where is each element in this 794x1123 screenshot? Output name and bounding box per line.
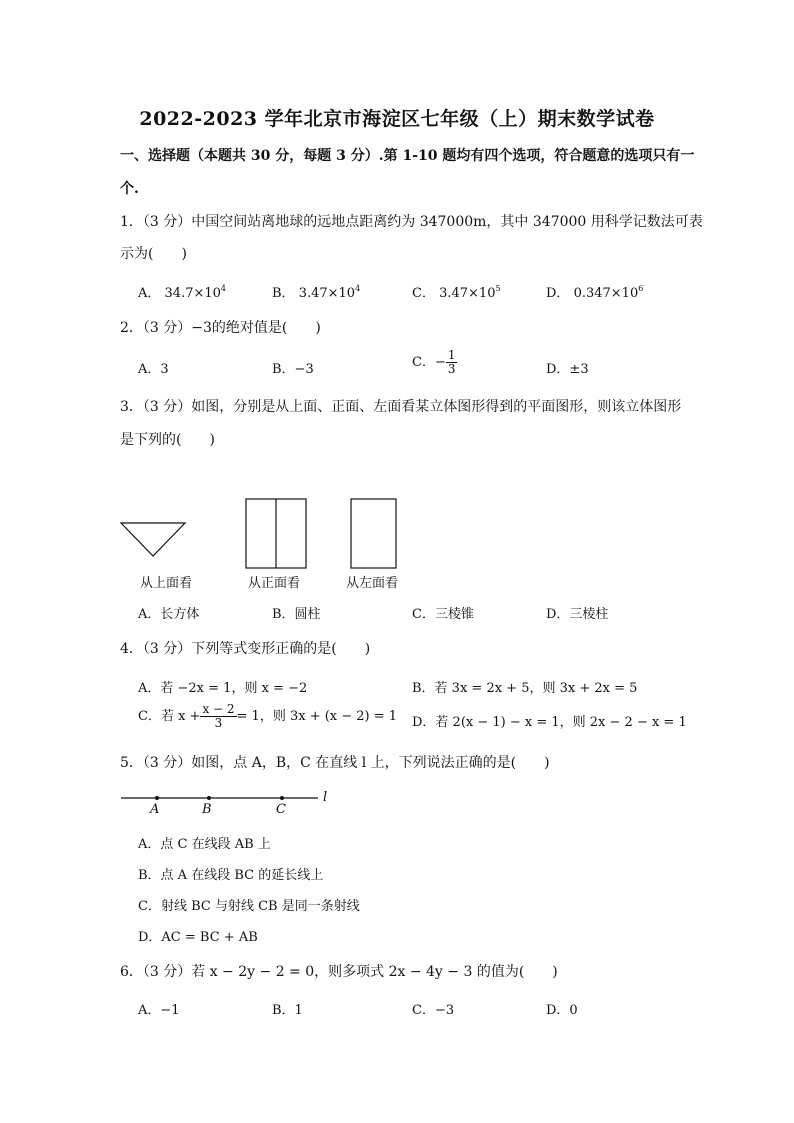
q4-stem: 4．（3 分）下列等式变形正确的是( ) [120,641,371,657]
q2-option-d: D．±3 [546,362,589,377]
q4-option-d: D．若 2(x − 1) − x = 1，则 2x − 2 − x = 1 [412,715,687,730]
q1-option-c: C． $3.47\times 10^5$ [412,284,501,301]
point-b-dot [207,796,211,800]
q2-stem: 2．（3 分）−3的绝对值是( ) [120,320,321,336]
q2-option-b: B．−3 [272,362,314,377]
q1-option-a: A． $34.7\times 10^4$ [138,284,227,301]
point-a-dot [155,796,159,800]
front-view-label: 从正面看 [248,576,301,591]
point-c-dot [280,796,284,800]
q1-stem-line2: 示为( ) [120,246,187,262]
q3-stem-line1: 3．（3 分）如图，分别是从上面、正面、左面看某立体图形得到的平面图形，则该立体图形 [120,399,682,415]
q3-option-b: B．圆柱 [272,607,321,622]
line-l-label: l [323,790,328,805]
q4-option-b: B．若 3x = 2x + 5，则 3x + 2x = 5 [412,681,638,696]
page-title: 2022-2023 学年北京市海淀区七年级（上）期末数学试卷 [139,108,655,130]
q6-option-b: B．1 [272,1003,303,1018]
q5-option-d: D．AC = BC + AB [138,930,258,945]
q5-stem: 5．（3 分）如图，点 A，B，C 在直线 l 上，下列说法正确的是( ) [120,755,550,771]
q5-option-c: C．射线 BC 与射线 CB 是同一条射线 [138,899,360,914]
q1-stem-line1: 1．（3 分）中国空间站离地球的远地点距离约为 347000m，其中 347000 用科学记数法可表 [120,214,703,230]
q6-option-c: C．−3 [412,1003,455,1018]
q1-option-b: B． $3.47\times 10^4$ [272,284,361,301]
q3-stem-line2: 是下列的( ) [120,432,215,448]
side-view-label: 从左面看 [346,576,399,591]
q3-option-c: C．三棱锥 [412,607,474,622]
q5-option-b: B．点 A 在线段 BC 的延长线上 [138,868,324,883]
q1-option-d: D． $0.347\times 10^6$ [546,284,644,301]
section-heading-line2: 个. [120,181,139,197]
q6-stem: 6．（3 分）若 x − 2y − 2 = 0，则多项式 2x − 4y − 3 的值为( ) [120,964,558,980]
top-view-label: 从上面看 [140,576,193,591]
point-a-label: A [150,802,160,817]
q5-option-a: A．点 C 在线段 AB 上 [138,837,271,852]
q3-option-a: A．长方体 [138,607,200,622]
q6-option-a: A．−1 [138,1003,180,1018]
section-heading-line1: 一、选择题（本题共 30 分，每题 3 分）.第 1-10 题均有四个选项，符合题意的选项只有一 [120,148,695,164]
q4-option-a: A．若 −2x = 1，则 x = −2 [138,681,308,696]
point-b-label: B [202,802,212,817]
q3-option-d: D．三棱柱 [546,607,609,622]
q2-option-a: A．3 [138,362,169,377]
q2-option-c: C．− $\frac{1}{3}$ [412,348,456,376]
q4-option-c: C．若 x + $\frac{x - 2}{3}$ = 1，则 3x + (x − 2) = 1 [138,702,398,730]
point-c-label: C [276,802,286,817]
q6-option-d: D．0 [546,1003,578,1018]
